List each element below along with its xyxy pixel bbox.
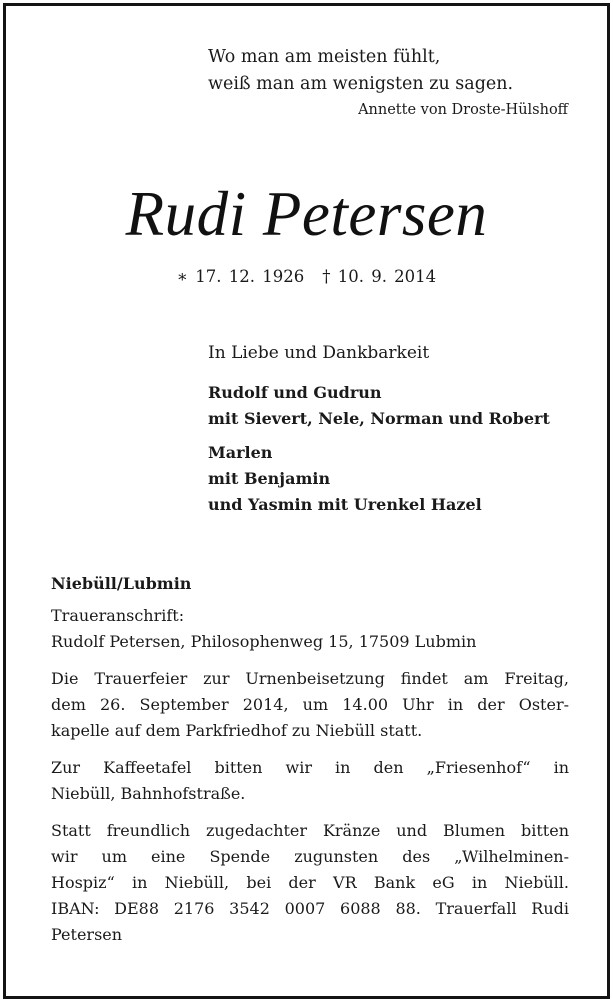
paragraph-line: Petersen (51, 925, 123, 944)
death-date: † 10. 9. 2014 (322, 267, 437, 286)
signatory-line: mit Benjamin (208, 469, 331, 488)
paragraph-line: Die Trauerfeier zur Urnenbeisetzung findet am Freitag, (51, 669, 569, 688)
quote-line: weiß man am wenigsten zu sagen. (208, 74, 514, 94)
signatory-line: Marlen (208, 443, 273, 462)
address-value: Rudolf Petersen, Philosophenweg 15, 17509 Lubmin (51, 632, 477, 651)
obituary-notice (3, 3, 610, 999)
signatory-line: und Yasmin mit Urenkel Hazel (208, 495, 482, 514)
notice-details (51, 571, 569, 959)
address-label: Traueranschrift: (51, 606, 185, 625)
quote-block (208, 44, 568, 122)
funeral-paragraph (51, 666, 569, 744)
paragraph-line: IBAN: DE88 2176 3542 0007 6088 88. Trauerfall Rudi (51, 899, 569, 918)
paragraph-line: Zur Kaffeetafel bitten wir in den „Friesenhof“ in (51, 758, 569, 777)
quote-author: Annette von Droste-Hülshoff (358, 102, 568, 118)
paragraph-line: Niebüll, Bahnhofstraße. (51, 784, 246, 803)
signatory-group-1 (208, 380, 598, 432)
paragraph-line: wir um eine Spende zugunsten des „Wilhelminen- (51, 847, 569, 866)
signatory-line: Rudolf und Gudrun (208, 383, 382, 402)
signatory-line: mit Sievert, Nele, Norman und Robert (208, 409, 550, 428)
paragraph-line: dem 26. September 2014, um 14.00 Uhr in der Oster- (51, 695, 569, 714)
signatories (208, 340, 598, 526)
place-heading: Niebüll/Lubmin (51, 574, 192, 593)
coffee-paragraph (51, 755, 569, 807)
deceased-name: Rudi Petersen (125, 179, 488, 249)
paragraph-line: Statt freundlich zugedachter Kränze und Blumen bitten (51, 821, 569, 840)
life-dates (6, 265, 607, 289)
birth-date: ∗ 17. 12. 1926 (176, 267, 305, 286)
quote-line: Wo man am meisten fühlt, (208, 47, 441, 67)
signatories-intro: In Liebe und Dankbarkeit (208, 343, 430, 363)
signatory-group-2 (208, 440, 598, 518)
paragraph-line: Hospiz“ in Niebüll, bei der VR Bank eG in Niebüll. (51, 873, 569, 892)
mourning-address (51, 603, 569, 655)
donation-paragraph (51, 818, 569, 948)
paragraph-line: kapelle auf dem Parkfriedhof zu Niebüll statt. (51, 721, 423, 740)
